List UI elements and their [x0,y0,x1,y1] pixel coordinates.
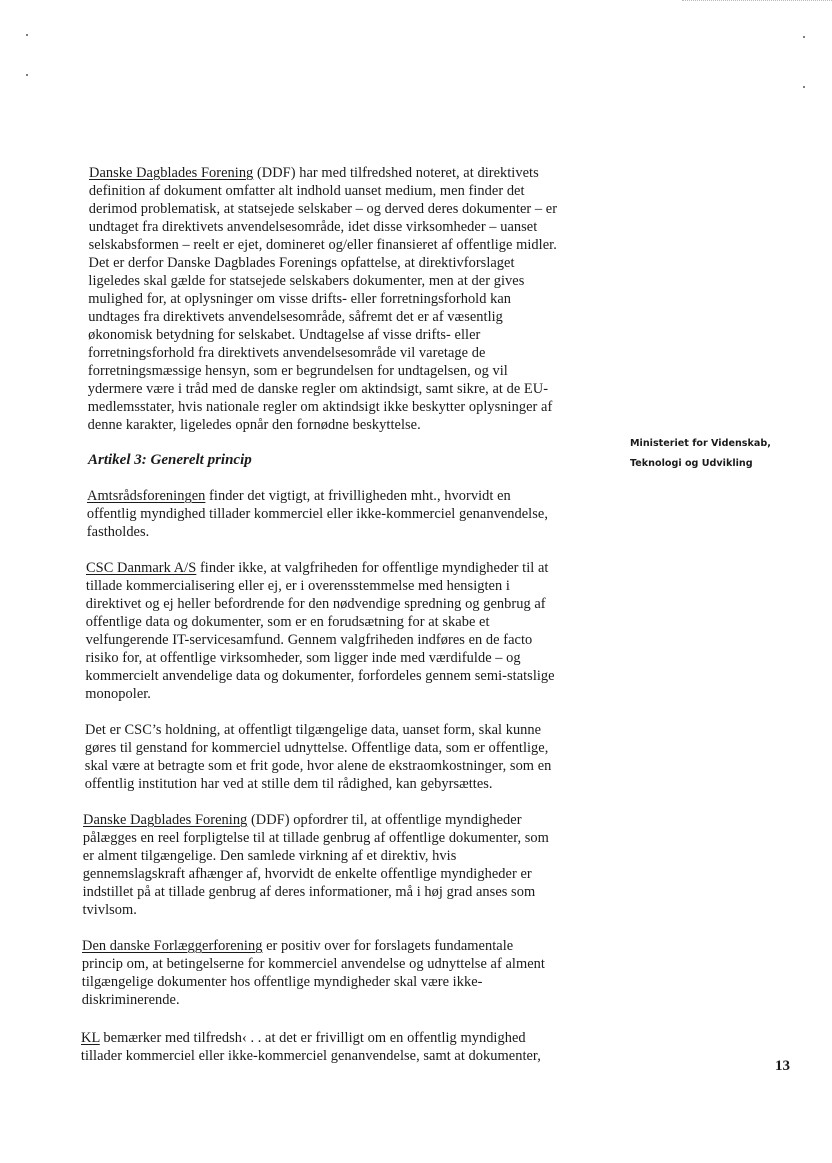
paragraph-1-line [89,254,515,272]
line-text: denne karakter, ligeledes opnår den fornødne beskyttelse. [87,417,421,433]
paragraph-6-line [82,955,545,973]
organization-name: Amtsrådsforeningen [87,488,206,504]
line-text: Det er CSC’s holdning, at offentligt tilgængelige data, uanset form, skal kunne [85,722,542,738]
paragraph-5-line [83,901,137,919]
line-text: mulighed for, at oplysninger om visse drifts- eller forretningsforhold kan [88,291,512,307]
paragraph-4-line [85,721,541,739]
line-text: offentlige data og dokumenter, som er en forudsætning for at skabe et [85,614,490,630]
paragraph-1-line [88,290,511,308]
paragraph-1-line [88,326,480,344]
line-text: forretningsmæssige hensyn, som er begrundelsen for undtagelsen, og vil [87,363,508,379]
line-text: medlemsstater, hvis nationale regler om aktindsigt ikke beskytter oplysninger af [87,399,553,415]
organization-name: Den danske Forlæggerforening [82,938,263,954]
paragraph-1-line [89,164,539,182]
paragraph-3-line [86,613,490,631]
line-text: offentlig institution har ved at stille dem til rådighed, kan gebyrsættes. [84,776,493,792]
line-text: offentlig myndighed tillader kommerciel eller ikke-kommerciel genanvendelse, [86,506,548,522]
paragraph-6-line [82,991,180,1009]
paragraph-1-line [89,218,538,236]
page-number: 13 [775,1058,790,1074]
line-text: er positiv over for forslagets fundamentale [262,938,514,954]
line-text: fastholdes. [86,524,150,540]
line-text: velfungerende IT-servicesamfund. Gennem valgfriheden indføres en de facto [85,632,533,648]
section-heading: Artikel 3: Generelt princip [88,452,252,468]
line-text: tvivlsom. [82,902,137,918]
paragraph-5-line [83,865,532,883]
sidenote-line-1: Ministeriet for Videnskab, [630,438,771,449]
paragraph-4-line [85,757,552,775]
line-text: definition af dokument omfatter alt indhold uanset medium, men finder det [88,183,525,199]
paragraph-3-line [86,595,546,613]
line-text: direktivet og ej heller befordrende for den nødvendige spredning og genbrug af [85,596,546,612]
paragraph-3-line [86,631,533,649]
paragraph-4-line [85,739,549,757]
line-text: tillader kommerciel eller ikke-kommerciel genanvendelse, samt at dokumenter, [80,1048,541,1064]
paragraph-5-line [83,847,457,865]
line-text: gøres til genstand for kommerciel udnyttelse. Offentlige data, som er offentlige, [84,740,549,756]
organization-name: KL [81,1030,100,1046]
line-text: gennemslagskraft afhænger af, hvorvidt de enkelte offentlige myndigheder er [82,866,532,882]
line-text: skal være at betragte som et frit gode, hvor alene de ekstraomkostninger, som en [84,758,552,774]
line-text: undtages fra direktivets anvendelsesområde, såfremt det er af væsentlig [88,309,503,325]
paragraph-5-line [83,811,522,829]
paragraph-3-line [86,559,548,577]
paragraph-1-line [88,380,548,398]
paragraph-5-line [83,883,536,901]
line-text: finder ikke, at valgfriheden for offentlige myndigheder til at [196,560,549,576]
paragraph-5-line [83,829,549,847]
paragraph-1-line [88,398,553,416]
line-text: bemærker med tilfredsh‹ . . at det er frivilligt om en offentlig myndighed [99,1030,526,1046]
paragraph-3-line [86,649,521,667]
paragraph-2-line [87,505,548,523]
paragraph-3-line [85,685,151,703]
paragraph-3-line [85,667,554,685]
line-text: tilgængelige dokumenter hos offentlige myndigheder skal være ikke- [81,974,483,990]
line-text: er alment tilgængelige. Den samlede virkning af et direktiv, hvis [82,848,457,864]
sidenote-line-2: Teknologi og Udvikling [630,458,753,469]
organization-name: CSC Danmark A/S [86,560,197,576]
line-text: indstillet på at tillade genbrug af deres informationer, må i høj grad anses som [82,884,536,900]
line-text: diskriminerende. [81,992,180,1008]
line-text: monopoler. [85,686,151,702]
paragraph-6-line [82,973,483,991]
line-text: økonomisk betydning for selskabet. Undtagelse af visse drifts- eller [88,327,481,343]
line-text: forretningsforhold fra direktivets anvendelsesområde vil varetage de [88,345,486,361]
paragraph-3-line [86,577,510,595]
organization-name: Danske Dagblades Forening [83,812,248,828]
paragraph-1-line [88,308,503,326]
line-text: selskabsformen – reelt er ejet, domineret og/eller finansieret af offentlige midler. [88,237,557,253]
line-text: derimod problematisk, at statsejede selskaber – og derved deres dokumenter – er [88,201,558,217]
paragraph-1-line [89,236,557,254]
line-text: finder det vigtigt, at frivilligheden mht., hvorvidt en [205,488,511,504]
line-text: princip om, at betingelserne for kommerciel anvendelse og udnyttelse af alment [81,956,545,972]
line-text: pålægges en reel forpligtelse til at tillade genbrug af offentlige dokumenter, som [82,830,549,846]
line-text: undtaget fra direktivets anvendelsesområde, idet disse virksomheder – uanset [88,219,538,235]
paragraph-6-line [82,937,513,955]
paragraph-7-line [81,1029,526,1047]
line-text: risiko for, at offentlige virksomheder, som ligger inde med værdifulde – og [85,650,521,666]
line-text: (DDF) opfordrer til, at offentlige myndigheder [247,812,522,828]
paragraph-1-line [88,362,508,380]
paragraph-2-line [87,523,150,541]
paragraph-1-line [88,416,421,434]
ministry-sidenote [630,434,771,474]
line-text: ligeledes skal gælde for statsejede selskabers dokumenter, men at der gives [88,273,525,289]
paragraph-1-line [89,200,557,218]
line-text: (DDF) har med tilfredshed noteret, at direktivets [253,165,539,181]
line-text: Det er derfor Danske Dagblades Forenings opfattelse, at direktivforslaget [88,255,515,271]
paragraph-1-line [89,182,525,200]
line-text: ydermere være i tråd med de danske regler om aktindsigt, samt sikre, at de EU- [87,381,549,397]
paragraph-4-line [85,775,493,793]
line-text: tillade kommercialisering eller ej, er i overensstemmelse med hensigten i [85,578,510,594]
line-text: kommercielt anvendelige data og dokumenter, forfordeles gennem semi-statslige [85,668,555,684]
paragraph-2-line [87,487,511,505]
paragraph-7-line [81,1047,541,1065]
paragraph-1-line [88,272,524,290]
paragraph-1-line [88,344,485,362]
organization-name: Danske Dagblades Forening [89,165,254,181]
